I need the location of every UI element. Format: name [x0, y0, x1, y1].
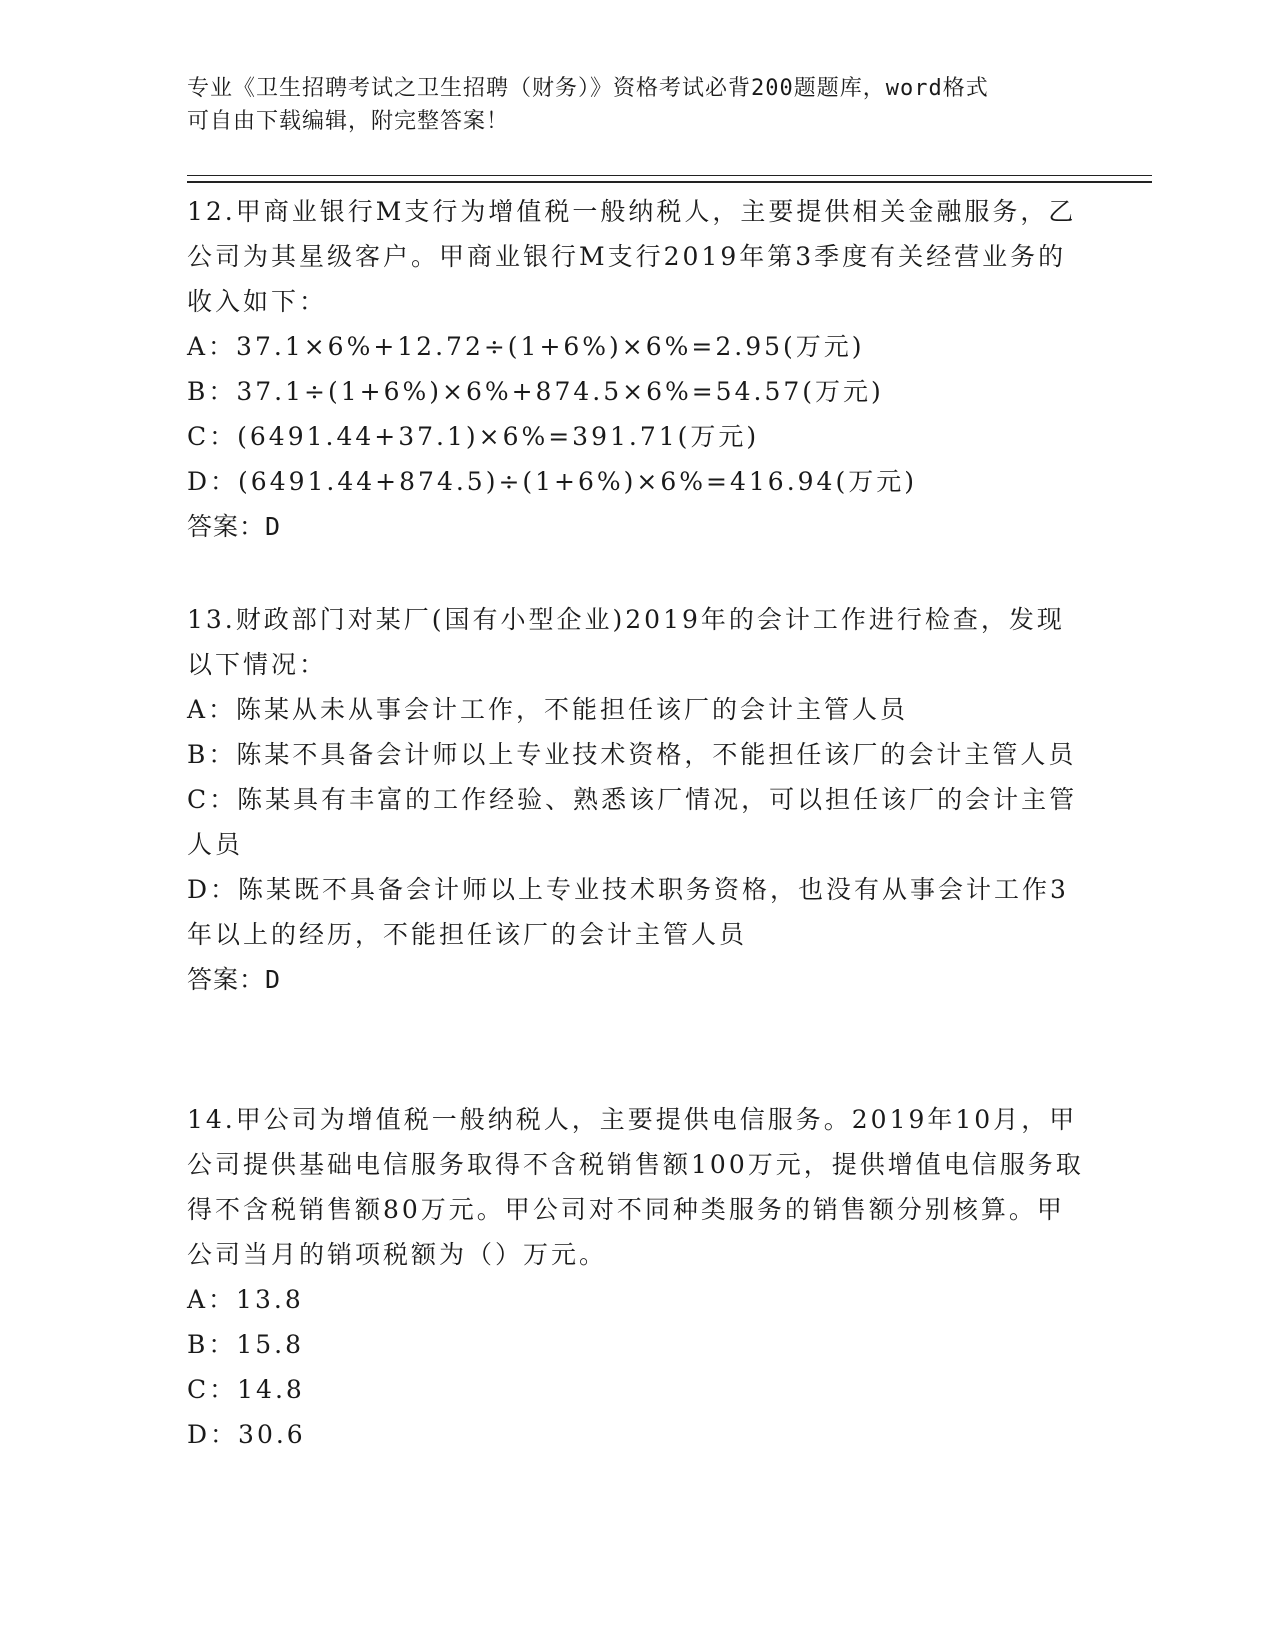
option-d: D：30.6 [187, 1420, 306, 1449]
option-b: B：15.8 [187, 1330, 305, 1359]
option-b: B：37.1÷(1+6%)×6%+874.5×6%=54.57(万元) [187, 377, 884, 406]
option-b: B：陈某不具备会计师以上专业技术资格，不能担任该厂的会计主管人员 [187, 740, 1077, 769]
question-stem: 12.甲商业银行M支行为增值税一般纳税人，主要提供相关金融服务，乙公司为其星级客户。甲商业银行M支行2019年第3季度有关经营业务的收入如下： [187, 197, 1077, 316]
option-c: C：14.8 [187, 1375, 305, 1404]
header-line-2: 可自由下载编辑，附完整答案！ [187, 109, 510, 134]
header-divider-thick [187, 181, 1152, 183]
option-a: A：37.1×6%+12.72÷(1+6%)×6%=2.95(万元) [187, 332, 865, 361]
answer-line: 答案：D [187, 965, 282, 994]
question-stem: 13.财政部门对某厂(国有小型企业)2019年的会计工作进行检查，发现以下情况： [187, 605, 1065, 679]
document-header [187, 72, 1067, 138]
question-14 [187, 1097, 1087, 1457]
option-c: C：(6491.44+37.1)×6%=391.71(万元) [187, 422, 760, 451]
option-a: A：13.8 [187, 1285, 304, 1314]
option-d: D：陈某既不具备会计师以上专业技术职务资格，也没有从事会计工作3年以上的经历，不能担任该厂的会计主管人员 [187, 875, 1069, 949]
answer-line: 答案：D [187, 512, 282, 541]
question-13 [187, 597, 1087, 1002]
question-stem: 14.甲公司为增值税一般纳税人，主要提供电信服务。2019年10月，甲公司提供基础电信服务取得不含税销售额100万元，提供增值电信服务取得不含税销售额80万元。甲公司对不同种类服务的销售额分别核算。甲公司当月的销项税额为（）万元。 [187, 1105, 1084, 1269]
option-c: C：陈某具有丰富的工作经验、熟悉该厂情况，可以担任该厂的会计主管人员 [187, 785, 1078, 859]
option-a: A：陈某从未从事会计工作，不能担任该厂的会计主管人员 [187, 695, 909, 724]
header-divider-thin [187, 175, 1152, 176]
question-12 [187, 189, 1087, 549]
option-d: D：(6491.44+874.5)÷(1+6%)×6%=416.94(万元) [187, 467, 917, 496]
header-line-1: 专业《卫生招聘考试之卫生招聘（财务）》资格考试必背200题题库，word格式 [187, 76, 989, 101]
